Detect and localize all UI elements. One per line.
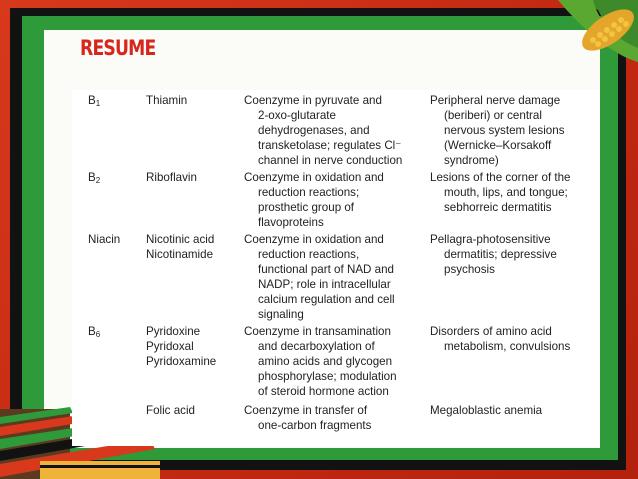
vitamin-name: Pyridoxine Pyridoxal Pyridoxamine bbox=[146, 325, 217, 369]
vitamin-name: Folic acid bbox=[146, 404, 195, 417]
vitamin-function: Coenzyme in transfer of one-carbon fragments bbox=[244, 404, 372, 433]
vitamin-function: Coenzyme in pyruvate and 2-oxo-glutarate dehydrogenases, and transketolase; regulates Cl⁻ channel in nerve conduction bbox=[244, 94, 403, 168]
vitamin-deficiency: Peripheral nerve damage (beriberi) or central nervous system lesions (Wernicke–Korsakoff syndrome) bbox=[430, 94, 565, 168]
vitamin-label: Niacin bbox=[88, 233, 121, 246]
vitamin-name: Riboflavin bbox=[146, 171, 197, 184]
vitamin-deficiency: Pellagra-photosensitive dermatitis; depressive psychosis bbox=[430, 233, 557, 277]
vitamin-function: Coenzyme in oxidation and reduction reactions; prosthetic group of flavoproteins bbox=[244, 171, 384, 230]
vitamin-label: $B_6$ bbox=[88, 325, 101, 339]
vitamin-function: Coenzyme in transamination and decarboxylation of amino acids and glycogen phosphorylase; modulation of steroid hormone action bbox=[244, 325, 397, 399]
vitamin-deficiency: Disorders of amino acid metabolism, convulsions bbox=[430, 325, 571, 354]
vitamin-name: Thiamin bbox=[146, 94, 188, 107]
corn-decoration bbox=[538, 0, 638, 80]
vitamin-deficiency: Lesions of the corner of the mouth, lips, and tongue; sebhorreic dermatitis bbox=[430, 171, 571, 215]
vitamin-label: $B_1$ bbox=[88, 94, 101, 108]
vitamin-function: Coenzyme in oxidation and reduction reactions, functional part of NAD and NADP; role in intracellular calcium regulation and cell signaling bbox=[244, 233, 395, 322]
vitamin-name: Nicotinic acid Nicotinamide bbox=[146, 233, 215, 262]
vitamin-deficiency: Megaloblastic anemia bbox=[430, 404, 543, 417]
vitamin-label: $B_2$ bbox=[88, 171, 101, 185]
slide-title: RESUME bbox=[80, 36, 156, 60]
